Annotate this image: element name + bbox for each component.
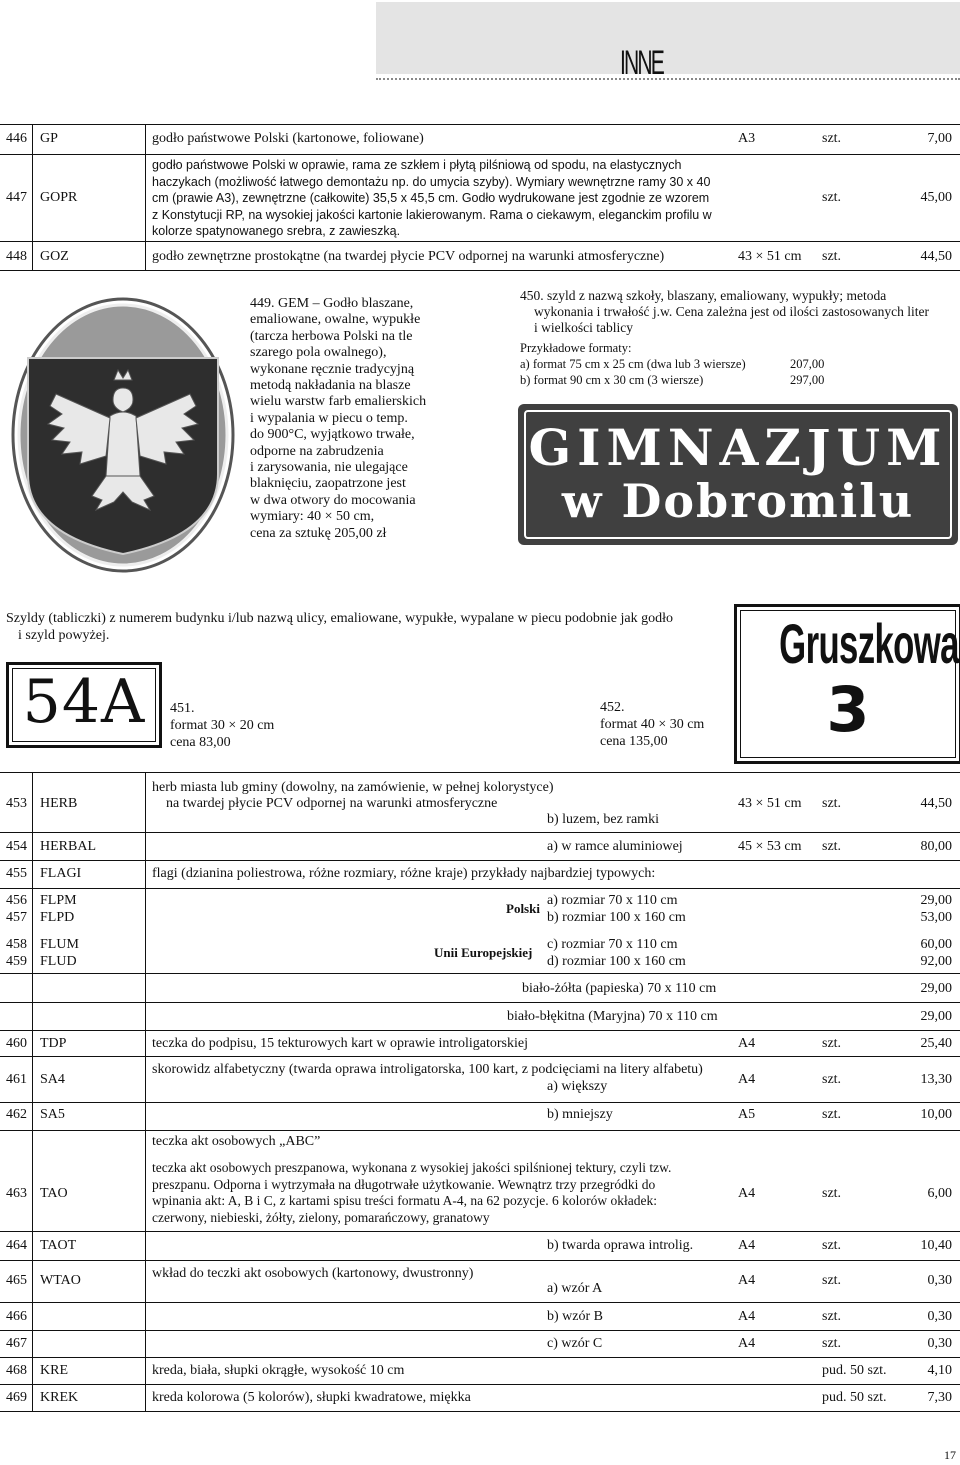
row-option: b) twarda oprawa introlig.	[547, 1238, 694, 1253]
row-price: 0,30	[927, 1309, 952, 1324]
text-line: 449. GEM – Godło blaszane,	[250, 296, 414, 311]
row-option: d) rozmiar 100 x 160 cm	[547, 954, 686, 969]
text-line: 450. szyld z nazwą szkoły, blaszany, emaliowany, wypukły; metoda	[520, 288, 887, 303]
row-description: teczka do podpisu, 15 tekturowych kart w oprawie introligatorskiej	[152, 1036, 528, 1051]
text-line: odporne na zabrudzenia	[250, 443, 384, 459]
row-number: 455	[6, 866, 27, 881]
row-price: 0,30	[927, 1273, 952, 1288]
row-description: kreda kolorowa (5 kolorów), słupki kwadratowe, miękka	[152, 1390, 471, 1405]
row-option: b) rozmiar 100 x 160 cm	[547, 910, 686, 925]
row-country: Polski	[506, 901, 540, 916]
row-unit: szt.	[822, 249, 842, 264]
row-price: 25,40	[920, 1036, 952, 1051]
row-number: 460	[6, 1036, 27, 1051]
row-description: godło państwowe Polski w oprawie, rama ze szkłem i płytą pilśniową od spodu, na elastycznych haczykach (możliwość łatwego demontażu np. do umycia szyby). Wymiary wewnętrzne ramy 30 x 40 cm (prawie A3), zewnętrzne (całkowite) 35,5 x 45,5 cm. Godło wydrukowane jest zgodnie ze wzorem z Konstytucji RP, na wysokiej jakości kartonie lakierowanym. Rama o ciekawym, eleganckim profilu w kolorze spatynowanego srebra, z zawieszką.	[152, 158, 712, 238]
row-code: TAOT	[40, 1238, 77, 1253]
row-code: KRE	[40, 1363, 68, 1378]
row-format: A3	[738, 131, 756, 146]
row-unit: pud. 50 szt.	[822, 1390, 887, 1405]
row-code: FLAGI	[40, 866, 82, 881]
page-number: 17	[944, 1448, 956, 1462]
row-code: FLPD	[40, 910, 75, 925]
row-code: FLPM	[40, 893, 77, 908]
row-price: 7,00	[927, 131, 952, 146]
row-divider	[0, 154, 960, 155]
row-price: 6,00	[927, 1186, 952, 1201]
row-price: 53,00	[920, 910, 952, 925]
row-description: flagi (dzianina poliestrowa, różne rozmiary, różne kraje) przykłady najbardziej typowych:	[152, 866, 656, 881]
row-divider	[0, 124, 960, 125]
bottom-table	[0, 772, 960, 1412]
text-line: wielu warstw farb emalierskich	[250, 394, 427, 410]
row-option: a) rozmiar 70 x 110 cm	[547, 893, 678, 908]
row-option: a) większy	[547, 1079, 608, 1094]
sign-text: GIMNAZJUM	[528, 418, 948, 477]
row-code: FLUD	[40, 954, 77, 969]
row-format: A5	[738, 1107, 756, 1122]
text-line: wykonane ręcznie tradycyjną	[250, 361, 415, 377]
row-description: herb miasta lub gminy (dowolny, na zamówienie, w pełnej kolorystyce)	[152, 780, 554, 795]
item-452-info	[600, 699, 704, 750]
row-description: wkład do teczki akt osobowych (kartonowy, dwustronny)	[152, 1266, 474, 1281]
row-number: 469	[6, 1390, 27, 1405]
row-number: 447	[6, 190, 27, 205]
row-unit: szt.	[822, 1186, 842, 1201]
text-line: Szyldy (tabliczki) z numerem budynku i/lub nazwą ulicy, emaliowane, wypukłe, wypalane w piecu podobnie jak godło	[6, 611, 674, 626]
examples-label: Przykładowe formaty:	[520, 341, 632, 355]
row-format: A4	[738, 1238, 756, 1253]
row-unit: szt.	[822, 131, 842, 146]
row-code: GP	[40, 131, 58, 146]
row-number: 465	[6, 1273, 27, 1288]
item-format: format 30 × 20 cm	[170, 718, 275, 733]
row-number: 457	[6, 910, 27, 925]
row-description: skorowidz alfabetyczny (twarda oprawa introligatorska, 100 kart, z podcięciami na litery alfabetu)	[152, 1062, 703, 1077]
row-price: 0,30	[927, 1336, 952, 1351]
row-code: FLUM	[40, 937, 79, 952]
row-country: Unii Europejskiej	[434, 945, 533, 960]
text-line: wykonania i trwałość j.w. Cena zależna jest od ilości zastosowanych liter	[534, 304, 930, 319]
row-code: HERB	[40, 796, 78, 811]
text-line: i wielkości tablicy	[534, 320, 633, 335]
text-line: do 900°C, wyjątkowo trwałe,	[250, 427, 415, 443]
page-header	[0, 0, 960, 80]
row-option: b) luzem, bez ramki	[547, 812, 659, 827]
row-number: 456	[6, 893, 27, 908]
row-option: biało-żółta (papieska) 70 x 110 cm	[522, 981, 717, 996]
sign-text: 3	[826, 673, 870, 746]
text-line: szarego pola owalnego),	[250, 345, 387, 361]
row-price: 7,30	[927, 1390, 952, 1405]
row-format: 43 × 51 cm	[738, 796, 802, 811]
row-format: A4	[738, 1186, 756, 1201]
row-unit: szt.	[822, 1273, 842, 1288]
sign-text: w Dobromilu	[561, 474, 915, 528]
row-description: godło zewnętrzne prostokątne (na twardej płycie PCV odpornej na warunki atmosferyczne)	[152, 249, 665, 264]
sign-text: 54A	[22, 667, 146, 737]
row-price: 10,00	[920, 1107, 952, 1122]
row-price: 4,10	[927, 1363, 952, 1378]
row-format: A4	[738, 1273, 756, 1288]
text-line: i szyld powyżej.	[18, 628, 110, 643]
row-number: 464	[6, 1238, 27, 1253]
row-divider	[0, 241, 960, 242]
row-number: 458	[6, 937, 27, 952]
row-unit: szt.	[822, 1107, 842, 1122]
row-divider	[0, 270, 960, 271]
row-unit: szt.	[822, 190, 842, 205]
row-format: A4	[738, 1072, 756, 1087]
format-row	[520, 356, 956, 372]
row-number: 446	[6, 131, 27, 146]
format-row	[520, 372, 956, 388]
item-number: 451.	[170, 701, 195, 716]
row-code: WTAO	[40, 1273, 81, 1288]
text-line: blaknięciu, zaopatrzone jest	[250, 476, 406, 492]
row-price: 29,00	[920, 981, 952, 996]
row-price: 10,40	[920, 1238, 952, 1253]
row-code: SA4	[40, 1072, 65, 1087]
row-price: 92,00	[920, 954, 952, 969]
street-sign-image	[734, 604, 960, 764]
row-option: c) rozmiar 70 x 110 cm	[547, 937, 678, 952]
row-price: 44,50	[920, 249, 952, 264]
row-option: b) mniejszy	[547, 1107, 613, 1122]
row-number: 462	[6, 1107, 27, 1122]
row-option: c) wzór C	[547, 1336, 603, 1351]
row-description: kreda, biała, słupki okrągłe, wysokość 10 cm	[152, 1363, 405, 1378]
row-number: 461	[6, 1072, 27, 1087]
row-description: na twardej płycie PCV odpornej na warunki atmosferyczne	[166, 796, 498, 811]
row-number: 454	[6, 839, 27, 854]
item-price: cena 135,00	[600, 734, 668, 749]
item-451-info	[170, 700, 274, 751]
text-line: w dwa otwory do mocowania	[250, 492, 416, 508]
row-description: teczka akt osobowych „ABC”	[152, 1134, 321, 1149]
school-sign-image	[518, 404, 958, 545]
row-format: A4	[738, 1036, 756, 1051]
row-price: 13,30	[920, 1072, 952, 1087]
row-code: KREK	[40, 1390, 79, 1405]
row-option: biało-błękitna (Maryjna) 70 x 110 cm	[507, 1009, 718, 1024]
item-price: cena 83,00	[170, 735, 231, 750]
text-line: wymiary: 40 × 50 cm,	[250, 509, 375, 525]
row-format: 43 × 51 cm	[738, 249, 802, 264]
house-number-sign-image	[6, 662, 162, 748]
format-label: b) format 90 cm x 30 cm (3 wiersze)	[520, 373, 704, 387]
row-unit: pud. 50 szt.	[822, 1363, 887, 1378]
row-unit: szt.	[822, 839, 842, 854]
row-number: 466	[6, 1309, 27, 1324]
row-unit: szt.	[822, 1238, 842, 1253]
format-price: 297,00	[790, 373, 825, 387]
row-number: 459	[6, 954, 27, 969]
row-price: 29,00	[920, 1009, 952, 1024]
text-line: cena za sztukę 205,00 zł	[250, 525, 387, 541]
top-table	[0, 124, 960, 272]
plates-intro	[6, 610, 726, 644]
row-option: a) w ramce aluminiowej	[547, 839, 683, 854]
row-code: TAO	[40, 1186, 68, 1201]
row-unit: szt.	[822, 1309, 842, 1324]
row-number: 453	[6, 796, 27, 811]
row-option: b) wzór B	[547, 1309, 603, 1324]
row-description: teczka akt osobowych preszpanowa, wykonana z wysokiej jakości spilśnionej tektury, czyli tzw. preszpanu. Odporna i wytrzymała na długotrwałe użytkowanie. Wewnątrz trzy przegródki do wpinania akt: A, B i C, z kartami spisu treści formatu A-4, na 62 pozycje. 6 kolorów okładek: czerwony, niebieski, żółty, zielony, pomarańczowy, granatowy	[152, 1160, 672, 1225]
row-format: A4	[738, 1336, 756, 1351]
row-unit: szt.	[822, 1072, 842, 1087]
row-option: a) wzór A	[547, 1281, 603, 1296]
row-code: GOZ	[40, 249, 69, 264]
row-format: A4	[738, 1309, 756, 1324]
polish-emblem-image	[10, 296, 236, 574]
row-code: TDP	[40, 1036, 67, 1051]
header-dotted-rule	[376, 78, 960, 80]
text-line: emaliowane, owalne, wypukłe	[250, 312, 421, 328]
item-number: 452.	[600, 700, 625, 715]
item-format: format 40 × 30 cm	[600, 717, 705, 732]
row-code: SA5	[40, 1107, 65, 1122]
row-price: 45,00	[920, 190, 952, 205]
item-450-description	[520, 288, 956, 388]
row-unit: szt.	[822, 796, 842, 811]
text-line: metodą nakładania na blasze	[250, 378, 411, 394]
row-number: 463	[6, 1186, 27, 1201]
row-price: 29,00	[920, 893, 952, 908]
sign-text: Gruszkowa	[779, 612, 959, 675]
row-number: 448	[6, 249, 27, 264]
row-number: 468	[6, 1363, 27, 1378]
format-price: 207,00	[790, 357, 825, 371]
row-number: 467	[6, 1336, 27, 1351]
header-title: INNE	[620, 44, 663, 82]
row-unit: szt.	[822, 1036, 842, 1051]
item-449-description	[250, 296, 490, 542]
text-line: (tarcza herbowa Polski na tle	[250, 328, 413, 344]
row-price: 60,00	[920, 937, 952, 952]
row-format: 45 × 53 cm	[738, 839, 802, 854]
text-line: i wypalania w piecu o temp.	[250, 410, 408, 426]
format-label: a) format 75 cm x 25 cm (dwa lub 3 wiersze)	[520, 357, 746, 371]
row-price: 44,50	[920, 796, 952, 811]
row-code: HERBAL	[40, 839, 96, 854]
row-price: 80,00	[920, 839, 952, 854]
text-line: i zarysowania, nie ulegające	[250, 460, 408, 476]
row-unit: szt.	[822, 1336, 842, 1351]
row-description: godło państwowe Polski (kartonowe, foliowane)	[152, 131, 424, 146]
row-code: GOPR	[40, 190, 78, 205]
